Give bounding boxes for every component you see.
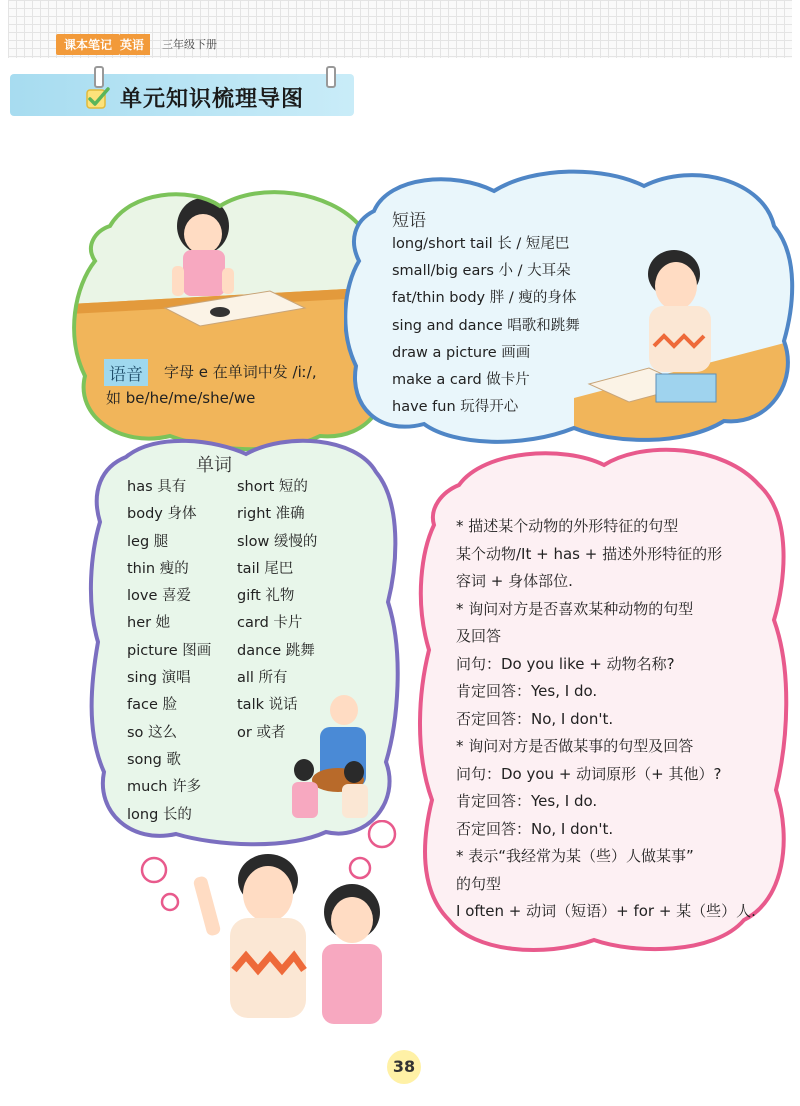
checkbox-icon — [84, 84, 112, 112]
binder-ring — [326, 66, 336, 88]
vocab-item: or 或者 — [237, 724, 286, 741]
phrase-item: sing and dance 唱歌和跳舞 — [392, 317, 580, 334]
sentence-line: * 询问对方是否喜欢某种动物的句型 — [456, 599, 694, 618]
sentence-line: * 表示“我经常为某（些）人做某事” — [456, 847, 694, 865]
phrases-title: 短语 — [392, 211, 426, 231]
sentence-line: 否定回答：No, I don't. — [456, 709, 614, 728]
book-subject: 英语 — [120, 34, 150, 55]
sentence-line: 问句：Do you + 动词原形（+ 其他）? — [456, 764, 722, 783]
vocab-item: thin 瘦的 — [127, 560, 189, 577]
vocab-item: dance 跳舞 — [237, 642, 315, 659]
sentence-line: 肯定回答：Yes, I do. — [456, 792, 598, 810]
vocabulary-title: 单词 — [196, 455, 232, 476]
vocab-item: leg 腿 — [127, 533, 169, 550]
book-grade: 三年级下册 — [162, 38, 218, 51]
phrase-item: have fun 玩得开心 — [392, 399, 519, 416]
vocab-item: sing 演唱 — [127, 670, 191, 687]
phrase-item: small/big ears 小 / 大耳朵 — [392, 263, 571, 280]
page-number: 38 — [387, 1050, 421, 1084]
vocab-item: slow 缓慢的 — [237, 533, 318, 550]
vocab-item: short 短的 — [237, 479, 308, 495]
sentence-line: 容词 + 身体部位. — [456, 572, 573, 590]
vocab-item: song 歌 — [127, 751, 181, 768]
vocab-item: face 脸 — [127, 697, 177, 714]
sentence-line: 某个动物/It + has + 描述外形特征的形 — [456, 544, 723, 563]
sentence-line: 问句：Do you like + 动物名称? — [456, 654, 675, 673]
sentence-line: I often + 动词（短语）+ for + 某（些）人. — [456, 902, 756, 920]
phrase-item: draw a picture 画画 — [392, 344, 531, 361]
book-series: 课本笔记 — [56, 34, 120, 55]
vocab-item: gift 礼物 — [237, 588, 295, 605]
sentence-line: 的句型 — [456, 874, 502, 893]
phrase-item: make a card 做卡片 — [392, 372, 530, 389]
vocab-item: so 这么 — [127, 724, 178, 741]
vocab-item: much 许多 — [127, 779, 202, 796]
sentence-line: 及回答 — [456, 627, 502, 645]
sentence-line: * 描述某个动物的外形特征的句型 — [456, 517, 679, 535]
vocab-item: card 卡片 — [237, 615, 303, 632]
vocab-item: love 喜爱 — [127, 588, 192, 605]
pronunciation-rule: 字母 e 在单词中发 /iː/, — [164, 363, 317, 381]
sentence-patterns — [456, 513, 756, 926]
vocab-item: all 所有 — [237, 670, 288, 687]
sentence-line: * 询问对方是否做某事的句型及回答 — [456, 737, 694, 755]
section-title: 单元知识梳理导图 — [120, 87, 305, 112]
pronunciation-examples: 如 be/he/me/she/we — [106, 389, 256, 407]
vocab-item: tail 尾巴 — [237, 560, 294, 577]
vocab-item: talk 说话 — [237, 697, 298, 714]
vocab-item: long 长的 — [127, 806, 192, 823]
pronunciation-label: 语音 — [104, 359, 148, 386]
sentence-line: 否定回答：No, I don't. — [456, 819, 614, 838]
phrase-item: long/short tail 长 / 短尾巴 — [392, 236, 570, 252]
children-illustration — [130, 820, 430, 1030]
vocab-item: picture 图画 — [127, 642, 212, 659]
vocab-item: right 准确 — [237, 506, 305, 523]
vocabulary-left-column — [127, 474, 211, 829]
vocabulary-right-column — [237, 474, 317, 747]
vocab-item: body 身体 — [127, 506, 197, 523]
phrases-list — [392, 231, 580, 421]
phrase-item: fat/thin body 胖 / 瘦的身体 — [392, 290, 577, 307]
vocab-item: has 具有 — [127, 479, 187, 495]
book-tag — [56, 34, 217, 54]
sentence-line: 肯定回答：Yes, I do. — [456, 682, 598, 700]
vocab-item: her 她 — [127, 615, 171, 632]
